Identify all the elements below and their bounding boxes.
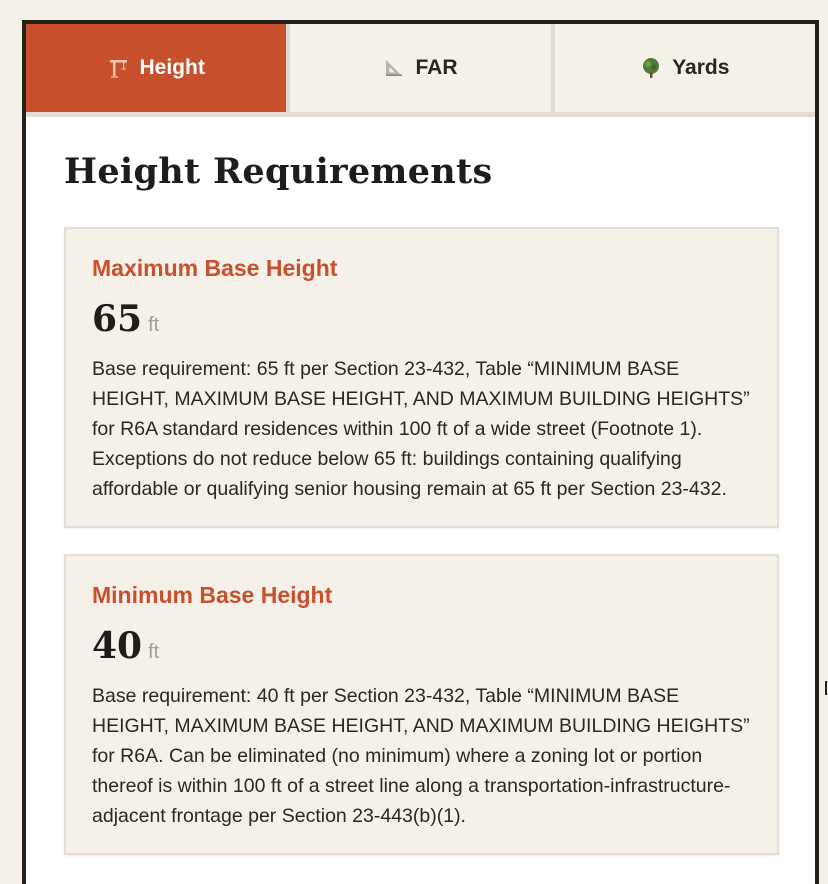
page-title: Height Requirements — [64, 151, 493, 192]
card-value — [92, 298, 751, 340]
tab-label: Height — [139, 56, 205, 79]
value-unit: ft — [148, 314, 160, 336]
tree-icon — [640, 57, 662, 79]
card-description: Base requirement: 40 ft per Section 23-432, Table “MINIMUM BASE HEIGHT, MAXIMUM BASE HEIGHT, AND MAXIMUM BUILDING HEIGHTS” for R6A. Can be eliminated (no minimum) where a zoning lot or portion thereof is within 100 ft of a street line along a transportation-infrastructure-adjacent frontage per Section 23-443(b)(1). — [92, 685, 750, 827]
card-title: Maximum Base Height — [92, 255, 338, 281]
value-unit: ft — [148, 641, 160, 663]
triangle-ruler-icon — [383, 57, 405, 79]
tab-label: Yards — [672, 56, 730, 79]
tab-content — [26, 117, 815, 855]
card-title: Minimum Base Height — [92, 582, 333, 608]
tab-far[interactable] — [286, 24, 550, 112]
value-number: 40 — [92, 625, 143, 667]
tab-label: FAR — [415, 56, 458, 79]
card-description: Base requirement: 65 ft per Section 23-432, Table “MINIMUM BASE HEIGHT, MAXIMUM BASE HEIGHT, AND MAXIMUM BUILDING HEIGHTS” for R6A standard residences within 100 ft of a wide street (Footnote 1). Exceptions do not reduce below 65 ft: buildings containing qualifying affordable or qualifying senior housing remain at 65 ft per Section 23-432. — [92, 358, 750, 500]
card-value — [92, 625, 751, 667]
max-base-height-card — [64, 227, 779, 528]
min-base-height-card — [64, 554, 779, 855]
tab-height[interactable] — [26, 24, 286, 112]
zoning-panel — [22, 20, 819, 884]
value-number: 65 — [92, 298, 143, 340]
text-cursor — [825, 681, 827, 695]
crane-icon — [108, 57, 130, 79]
tab-bar — [26, 24, 815, 117]
tab-yards[interactable] — [551, 24, 815, 112]
